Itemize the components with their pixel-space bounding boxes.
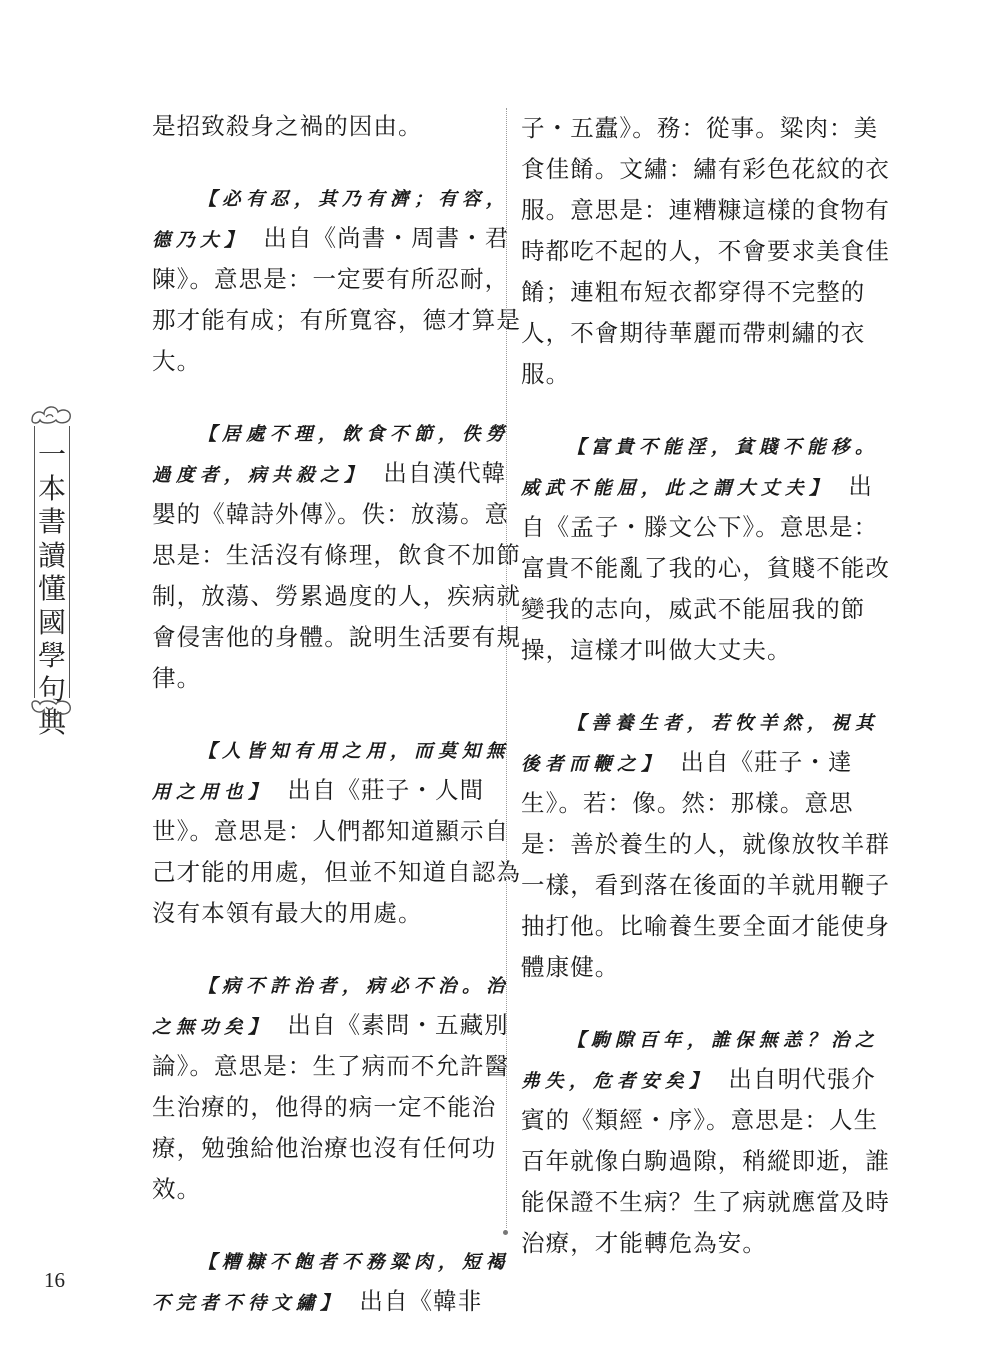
text-line [521,742,864,783]
body-text: 能保證不生病？生了病就應當及時 [521,1188,890,1216]
body-text: 生》。若：像。然：那樣。意思 [521,789,854,817]
paragraph-gap [521,395,864,425]
body-text: 服。 [521,360,571,388]
side-title-char: 書 [37,505,66,538]
body-text: 那才能有成；有所寬容，德才算是 [152,306,521,334]
text-line [521,190,890,231]
body-text: 出自明代張介 [703,1065,876,1093]
quotation-text: 不完者不待文繡】 [152,1293,335,1314]
text-line [521,824,890,865]
right-text-column [521,108,890,1264]
text-line [521,783,864,824]
text-line [521,701,880,742]
text-line [152,300,521,341]
text-line [521,231,890,272]
body-text: 一樣，看到落在後面的羊就用鞭子 [521,871,890,899]
paragraph-gap [521,671,864,701]
body-text: 變我的志向，威武不能屈我的節 [521,595,866,623]
text-line [152,1046,510,1087]
quotation-text: 【駒隙百年，誰保無恙？治之 [567,1030,880,1051]
body-text: 陳》。意思是：一定要有所忍耐， [152,265,510,293]
text-line [152,177,511,218]
body-text: 治療，才能轉危為安。 [521,1229,767,1257]
side-title-char: 學 [37,639,66,672]
body-text: 操，這樣才叫做大丈夫。 [521,636,792,664]
paragraph-gap [152,699,495,729]
text-line [152,729,511,770]
body-text: 論》。意思是：生了病而不允許醫 [152,1052,510,1080]
body-text: 會侵害他的身體。說明生活要有規 [152,623,521,651]
side-title-char: 國 [37,605,66,639]
text-line [521,313,864,354]
body-text: 是：善於養生的人，就像放牧羊群 [521,830,890,858]
text-line [521,548,890,589]
body-text: 沒有本領有最大的用處。 [152,899,423,927]
text-line [152,811,510,852]
text-line [152,576,521,617]
side-title-rule-right [69,426,70,698]
quotation-text: 【必有忍，其乃有濟；有容， [198,189,511,210]
book-title-vertical [36,438,68,740]
body-text: 己才能的用處，但並不知道自認為 [152,858,521,886]
text-line [521,1059,876,1100]
body-text: 餚；連粗布短衣都穿得不完整的 [521,278,866,306]
body-text: 富貴不能亂了我的心，貧賤不能改 [521,554,890,582]
text-line [521,1223,864,1264]
body-text: 賓的《類經・序》。意思是：人生 [521,1106,879,1134]
paragraph-gap [152,147,495,177]
body-text: 服。意思是：連糟糠這樣的食物有 [521,196,890,224]
body-text: 生治療的，他得的病一定不能治 [152,1093,497,1121]
paragraph-gap [152,934,495,964]
text-line [152,852,521,893]
text-line [521,947,864,988]
quotation-text: 【人皆知有用之用，而莫知無 [198,741,511,762]
quotation-text: 【糟糠不飽者不務粱肉，短褐 [198,1252,511,1273]
body-text: 出自漢代韓 [358,459,507,487]
quotation-text: 過度者，病共殺之】 [152,465,359,486]
text-line [152,218,510,259]
cloud-ornament-icon [28,696,76,722]
text-line [152,964,511,1005]
text-line [521,108,879,149]
text-line [152,893,495,934]
body-text: 百年就像白駒過隙，稍縱即逝，誰 [521,1147,890,1175]
body-text: 效。 [152,1175,202,1203]
side-title-char: 句 [37,672,66,706]
text-line [152,1005,509,1046]
body-text: 出自《韓非 [334,1287,483,1315]
body-text: 體康健。 [521,953,620,981]
text-line [152,1087,495,1128]
text-line [521,354,864,395]
quotation-text: 德乃大】 [152,230,239,251]
text-line [521,507,879,548]
quotation-text: 【富貴不能淫，貧賤不能移。 [567,437,880,458]
paragraph-gap [521,988,864,1018]
body-text: 律。 [152,664,202,692]
text-line [521,272,864,313]
text-line [152,259,510,300]
body-text: 人，不會期待華麗而帶刺繡的衣 [521,319,866,347]
paragraph-gap [152,1210,495,1240]
text-line [152,1240,511,1281]
side-title-char: 讀 [37,538,66,572]
body-text: 抽打他。比喻養生要全面才能使身 [521,912,890,940]
text-line [521,425,880,466]
text-line [152,1169,495,1210]
body-text: 出自《素問・五藏別 [262,1011,509,1039]
text-line [152,770,495,811]
text-line [521,906,890,947]
text-line [152,535,521,576]
quotation-text: 後者而鞭之】 [521,754,656,775]
page-number: 16 [44,1268,65,1292]
body-text: 制，放蕩、勞累過度的人，疾病就 [152,582,521,610]
text-line [152,494,510,535]
body-text: 子・五蠹》。務：從事。粱肉：美 [521,114,879,142]
body-text: 出自《莊子・人間 [262,776,485,804]
text-line [152,453,507,494]
body-text: 出 [823,472,873,500]
column-divider [506,108,507,1228]
text-line [521,1100,879,1141]
cloud-ornament-icon [28,402,76,428]
text-line [521,1018,880,1059]
text-line [152,658,495,699]
body-text: 時都吃不起的人，不會要求美食佳 [521,237,890,265]
text-line [152,341,495,382]
quotation-text: 【善養生者，若牧羊然，視其 [567,713,880,734]
text-line [521,1141,890,1182]
text-line [152,1128,495,1169]
text-line [521,149,890,190]
side-title-char: 一 [37,438,66,471]
body-text: 世》。意思是：人們都知道顯示自 [152,817,510,845]
quotation-text: 【病不許治者，病必不治。治 [198,976,511,997]
quotation-text: 之無功矣】 [152,1017,263,1038]
quotation-text: 弗失，危者安矣】 [521,1071,704,1092]
body-text: 大。 [152,347,202,375]
body-text: 自《孟子・滕文公下》。意思是： [521,513,879,541]
body-text: 是招致殺身之禍的因由。 [152,112,423,140]
body-text: 思是：生活沒有條理，飲食不加節 [152,541,521,569]
divider-dot [503,1230,508,1235]
quotation-text: 用之用也】 [152,782,263,803]
text-line [152,412,511,453]
text-line [152,106,495,147]
left-text-column [152,106,521,1322]
quotation-text: 【居處不理，飲食不節，佚勞 [198,424,511,445]
text-line [521,589,864,630]
text-line [521,865,890,906]
text-line [152,617,521,658]
side-title-rule-left [34,426,35,698]
body-text: 出自《莊子・達 [655,748,853,776]
body-text: 出自《尚書・周書・君 [238,224,510,252]
quotation-text: 威武不能屈，此之謂大丈夫】 [521,478,824,499]
side-title-char: 懂 [37,572,66,605]
text-line [152,1281,495,1322]
side-title [28,402,76,739]
text-line [521,630,864,671]
body-text: 食佳餚。文繡：繡有彩色花紋的衣 [521,155,890,183]
body-text: 療，勉強給他治療也沒有任何功 [152,1134,497,1162]
text-line [521,1182,890,1223]
paragraph-gap [152,382,495,412]
body-text: 嬰的《韓詩外傳》。佚：放蕩。意 [152,500,510,528]
text-line [521,466,873,507]
side-title-char: 本 [37,471,66,505]
side-title-char: 典 [37,706,66,739]
